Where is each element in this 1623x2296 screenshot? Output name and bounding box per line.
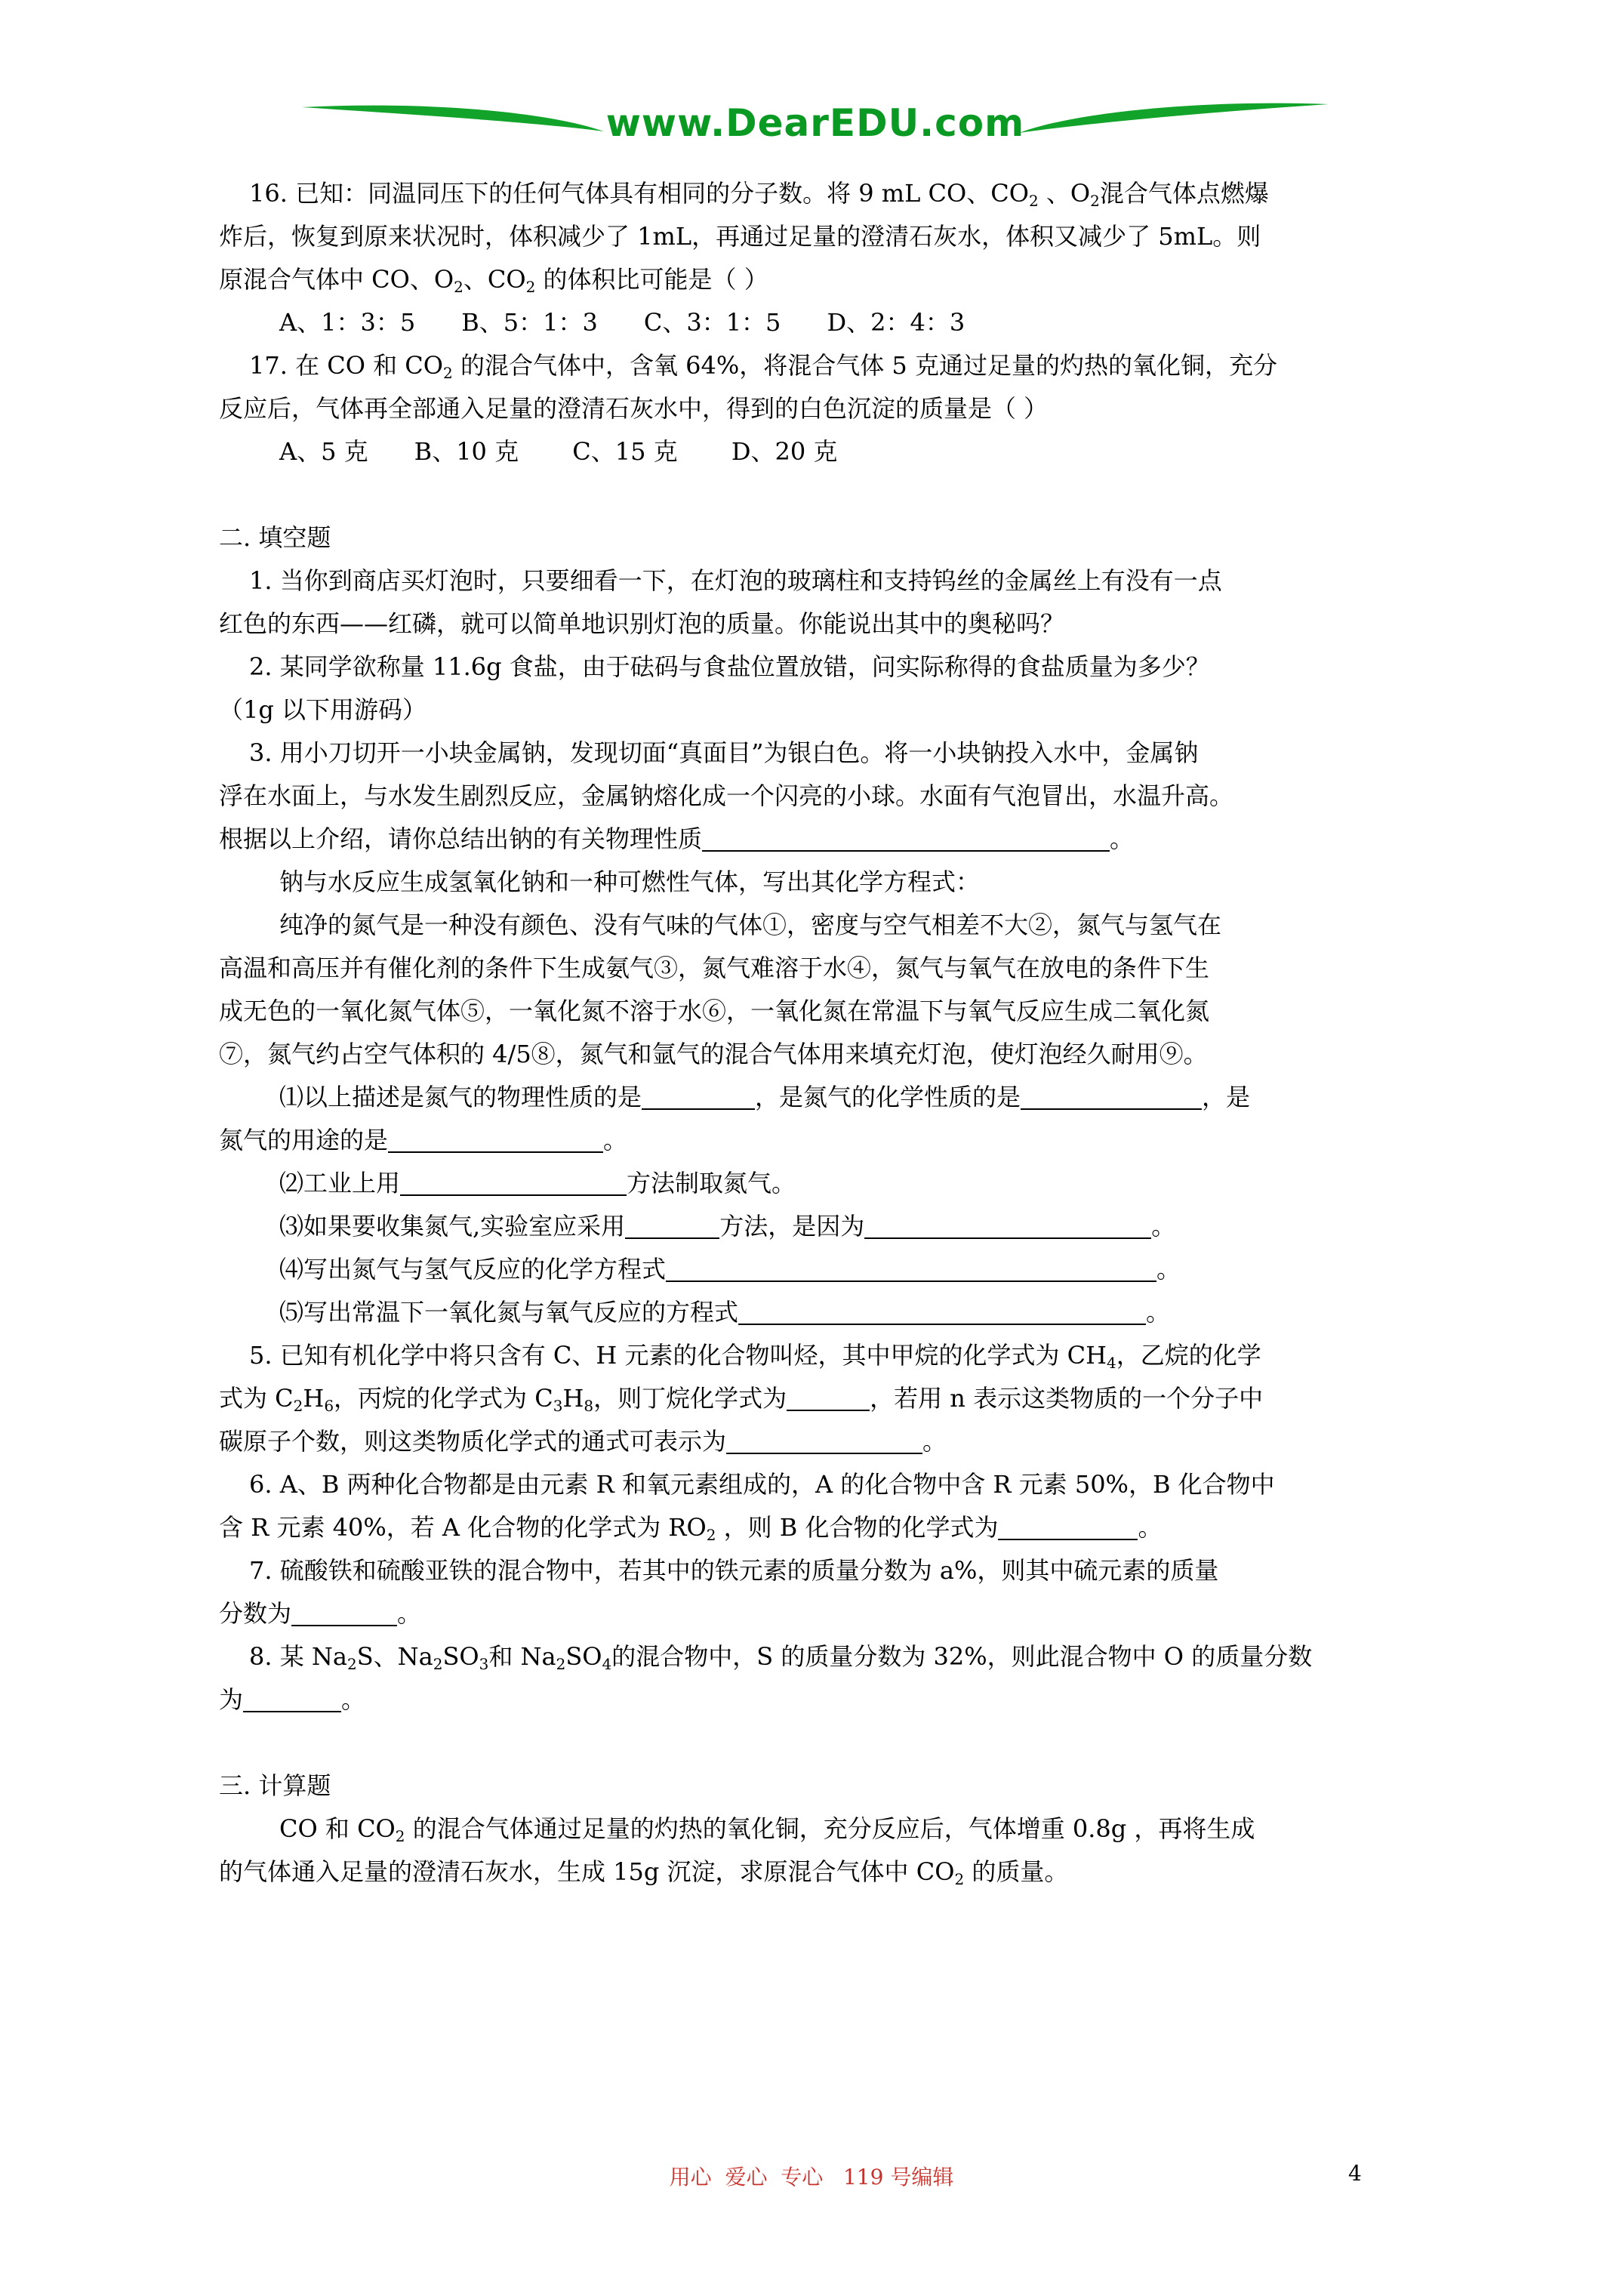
- answer-blank[interactable]: [998, 1509, 1138, 1540]
- nitrogen-line4: ⑦，氮气约占空气体积的 4/5⑧，氮气和氩气的混合气体用来填充灯泡，使灯泡经久耐用⑨。: [219, 1040, 1208, 1068]
- s3-line2: 的气体通入足量的澄清石灰水，生成 15g 沉淀，求原混合气体中 $CO_2$ 的质量。: [219, 1857, 1069, 1888]
- nitrogen-line1: 纯净的氮气是一种没有颜色、没有气味的气体①，密度与空气相差不大②，氮气与氢气在: [279, 911, 1222, 939]
- nitrogen-line2: 高温和高压并有催化剂的条件下生成氨气③，氮气难溶于水④，氮气与氧气在放电的条件下生: [219, 954, 1210, 982]
- answer-blank[interactable]: [666, 1250, 1156, 1282]
- answer-blank[interactable]: [642, 1078, 755, 1110]
- answer-blank[interactable]: [243, 1681, 341, 1712]
- s2-q3-line4: 钠与水反应生成氢氧化钠和一种可燃性气体，写出其化学方程式：: [279, 868, 981, 896]
- nitrogen-sub5: ⑸写出常温下一氧化氮与氧气反应的方程式 。: [219, 1291, 1404, 1334]
- site-header: [294, 97, 1336, 157]
- s2-q3-line2: 浮在水面上，与水发生剧烈反应，金属钠熔化成一个闪亮的小球。水面有气泡冒出，水温升高。: [219, 781, 1234, 810]
- s2-q8-line2: 为 。: [219, 1678, 1404, 1721]
- s2-q5-line2: 式为 $C_2H_6$，丙烷的化学式为 $C_3H_8$，则丁烷化学式为 ，若用 n 表示这类物质的一个分子中: [219, 1377, 1404, 1420]
- s2-q6-line1: 6. A、B 两种化合物都是由元素 R 和氧元素组成的，A 的化合物中含 R 元素 50%，B 化合物中: [249, 1470, 1275, 1499]
- q17-line2: 反应后，气体再全部通入足量的澄清石灰水中，得到的白色沉淀的质量是（ ）: [219, 394, 1049, 423]
- answer-blank[interactable]: [726, 1422, 922, 1454]
- s2-q6-line2: 含 R 元素 40%，若 A 化合物的化学式为 $RO_2$ ，则 B 化合物的化学式为 。: [219, 1506, 1404, 1549]
- nitrogen-line3: 成无色的一氧化氮气体⑤，一氧化氮不溶于水⑥，一氧化氮在常温下与氧气反应生成二氧化氮: [219, 997, 1210, 1025]
- nitrogen-sub3: ⑶如果要收集氮气,实验室应采用 方法，是因为 。: [219, 1205, 1404, 1248]
- nitrogen-sub1-cont: 氮气的用途的是 。: [219, 1119, 1404, 1162]
- answer-blank[interactable]: [864, 1207, 1151, 1239]
- s2-q8-line1: 8. 某 $Na_2S$、$Na_2SO_3$和 $Na_2SO_4$的混合物中，S 的质量分数为 32%，则此混合物中 O 的质量分数: [249, 1642, 1313, 1673]
- answer-blank[interactable]: [400, 1164, 627, 1196]
- section3-title: 三. 计算题: [219, 1771, 331, 1800]
- q16-line2: 炸后，恢复到原来状况时，体积减少了 1mL，再通过足量的澄清石灰水，体积又减少了 5mL。则: [219, 222, 1261, 251]
- answer-blank[interactable]: [388, 1121, 603, 1153]
- s2-q1-line1: 1. 当你到商店买灯泡时，只要细看一下，在灯泡的玻璃柱和支持钨丝的金属丝上有没有一点: [249, 566, 1222, 595]
- worksheet-content: [219, 172, 1404, 1894]
- q16-line3: 原混合气体中 CO、$O_2$、$CO_2$ 的体积比可能是（ ）: [219, 265, 768, 296]
- q16-options: A、1：3：5 B、5：1：3 C、3：1：5 D、2：4：3: [279, 308, 965, 337]
- nitrogen-sub2: ⑵工业上用 方法制取氮气。: [219, 1162, 1404, 1205]
- s2-q7-line2: 分数为 。: [219, 1592, 1404, 1635]
- answer-blank[interactable]: [702, 820, 1110, 852]
- s2-q7-line1: 7. 硫酸铁和硫酸亚铁的混合物中，若其中的铁元素的质量分数为 a%，则其中硫元素的质量: [249, 1556, 1219, 1585]
- site-name: www.DearEDU.com: [605, 101, 1025, 145]
- footer-text: 用心 爱心 专心 119 号编辑: [669, 2165, 954, 2190]
- answer-blank[interactable]: [1021, 1078, 1202, 1110]
- q17-options: A、5 克 B、10 克 C、15 克 D、20 克: [279, 437, 838, 466]
- s2-q5-line3: 碳原子个数，则这类物质化学式的通式可表示为 。: [219, 1420, 1404, 1463]
- s3-line1: CO 和 $CO_2$ 的混合气体通过足量的灼热的氧化铜，充分反应后，气体增重 0.8g ，再将生成: [279, 1814, 1255, 1845]
- s2-q3-line3: 根据以上介绍，请你总结出钠的有关物理性质 。: [219, 818, 1404, 861]
- nitrogen-sub1: ⑴以上描述是氮气的物理性质的是 ，是氮气的化学性质的是 ，是: [219, 1076, 1404, 1119]
- answer-blank[interactable]: [625, 1207, 719, 1239]
- answer-blank[interactable]: [738, 1293, 1146, 1325]
- q17-line1: 17. 在 CO 和 $CO_2$ 的混合气体中，含氧 64%，将混合气体 5 克通过足量的灼热的氧化铜，充分: [249, 351, 1277, 382]
- s2-q2-line1: 2. 某同学欲称量 11.6g 食盐，由于砝码与食盐位置放错，问实际称得的食盐质量为多少？: [249, 652, 1210, 681]
- answer-blank[interactable]: [291, 1595, 397, 1626]
- answer-blank[interactable]: [787, 1379, 870, 1411]
- s2-q1-line2: 红色的东西——红磷，就可以简单地识别灯泡的质量。你能说出其中的奥秘吗？: [219, 609, 1065, 638]
- page-number: 4: [1348, 2161, 1362, 2186]
- nitrogen-sub4: ⑷写出氮气与氢气反应的化学方程式 。: [219, 1248, 1404, 1291]
- q16-line1: 16. 已知：同温同压下的任何气体具有相同的分子数。将 9 mL CO、$CO_2$ 、$O_2$混合气体点燃爆: [249, 179, 1269, 210]
- s2-q5-line1: 5. 已知有机化学中将只含有 C、H 元素的化合物叫烃，其中甲烷的化学式为 $CH_4$，乙烷的化学: [249, 1341, 1261, 1372]
- section2-title: 二. 填空题: [219, 523, 331, 552]
- s2-q3-line1: 3. 用小刀切开一小块金属钠，发现切面“真面目”为银白色。将一小块钠投入水中，金属钠: [249, 738, 1199, 767]
- s2-q2-line2: （1g 以下用游码）: [219, 695, 427, 724]
